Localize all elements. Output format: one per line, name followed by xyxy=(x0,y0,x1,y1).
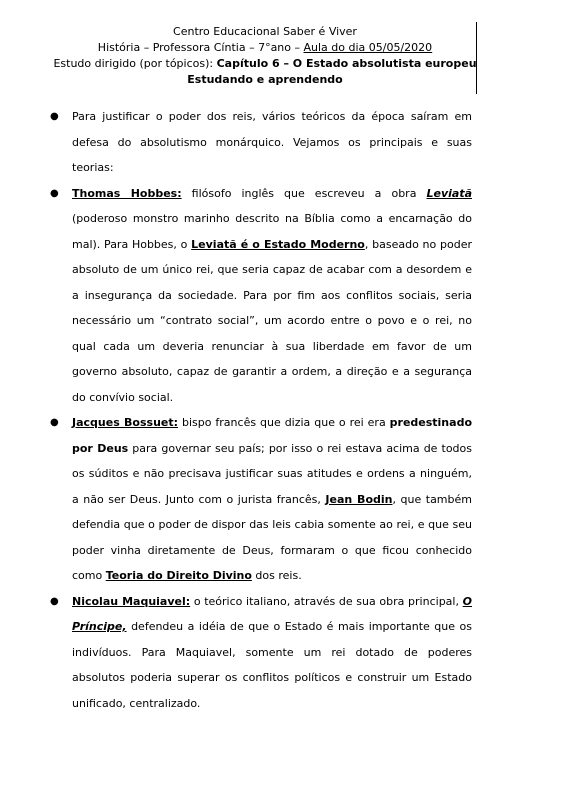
bossuet-text-4: dos reis. xyxy=(251,569,302,582)
predestinado-key: predestinado por Deus xyxy=(72,416,472,455)
bullet-icon: ● xyxy=(50,417,59,428)
list-item-hobbes xyxy=(48,181,472,411)
course-line xyxy=(30,40,500,56)
study-label: Estudo dirigido (por tópicos): xyxy=(53,57,217,70)
principe-work: O Príncipe, xyxy=(72,594,472,633)
hobbes-text-2: (poderoso monstro marinho descrito na Bíblia como a encarnação do mal). Para Hobbes, o xyxy=(72,212,472,251)
subtitle: Estudando e aprendendo xyxy=(187,73,343,86)
bullet-icon: ● xyxy=(50,111,59,122)
hobbes-text-1: filósofo inglês que escreveu a obra xyxy=(181,186,427,200)
course-info: História – Professora Cíntia – 7°ano – xyxy=(97,41,304,54)
document-header xyxy=(30,24,500,88)
leviata-key: Leviatã é o Estado Moderno xyxy=(191,237,365,251)
bullet-icon: ● xyxy=(50,187,59,199)
chapter-title: Capítulo 6 – O Estado absolutista europeu xyxy=(216,57,477,70)
maquiavel-term: Nicolau Maquiavel: xyxy=(72,594,191,608)
maquiavel-text-2: defendeu a idéia de que o Estado é mais importante que os indivíduos. Para Maquiavel, somente um rei dotado de poderes absolutos poderia superar os conflitos políticos e construir um Estado unificado, centralizado. xyxy=(72,620,472,710)
divine-right-theory: Teoria do Direito Divino xyxy=(105,569,252,582)
leviata-work: Leviatã xyxy=(426,186,472,200)
hobbes-text-3: , baseado no poder absoluto de um único rei, que seria capaz de acabar com a desordem e a insegurança da sociedade. Para por fim aos conflitos sociais, seria necessário um “contrato social”, um acordo entre o povo e o rei, no qual cada um deveria renunciar à sua liberdade em favor de um governo absoluto, capaz de garantir a ordem, a direção e a segurança do convívio social. xyxy=(72,237,472,404)
hobbes-term: Thomas Hobbes: xyxy=(72,186,182,200)
bossuet-text-3: , que também defendia que o poder de dispor das leis cabia somente ao rei, e que seu poder vinha diretamente de Deus, formaram o que ficou conhecido como xyxy=(72,492,472,582)
maquiavel-text-1: o teórico italiano, através de sua obra principal, xyxy=(190,594,463,608)
bullet-icon: ● xyxy=(50,595,59,607)
study-line xyxy=(30,56,500,72)
intro-text: Para justificar o poder dos reis, vários teóricos da época saíram em defesa do absolutismo monárquico. Vejamos os principais e suas teorias: xyxy=(72,110,472,174)
lesson-date: Aula do dia 05/05/2020 xyxy=(303,41,433,54)
bossuet-text-1: bispo francês que dizia que o rei era xyxy=(178,416,390,429)
bossuet-text-2: para governar seu país; por isso o rei estava acima de todos os súditos e não precisava justificar suas atitudes e ordens a ninguém, a não ser Deus. Junto com o jurista francês, xyxy=(72,441,473,506)
list-item-maquiavel xyxy=(48,589,472,717)
bodin-name: Jean Bodin xyxy=(325,492,393,506)
school-name: Centro Educacional Saber é Viver xyxy=(173,25,357,38)
topic-list xyxy=(48,104,472,716)
list-item-bossuet xyxy=(48,410,472,589)
list-item-intro xyxy=(48,104,472,181)
bossuet-term: Jacques Bossuet: xyxy=(72,416,179,429)
